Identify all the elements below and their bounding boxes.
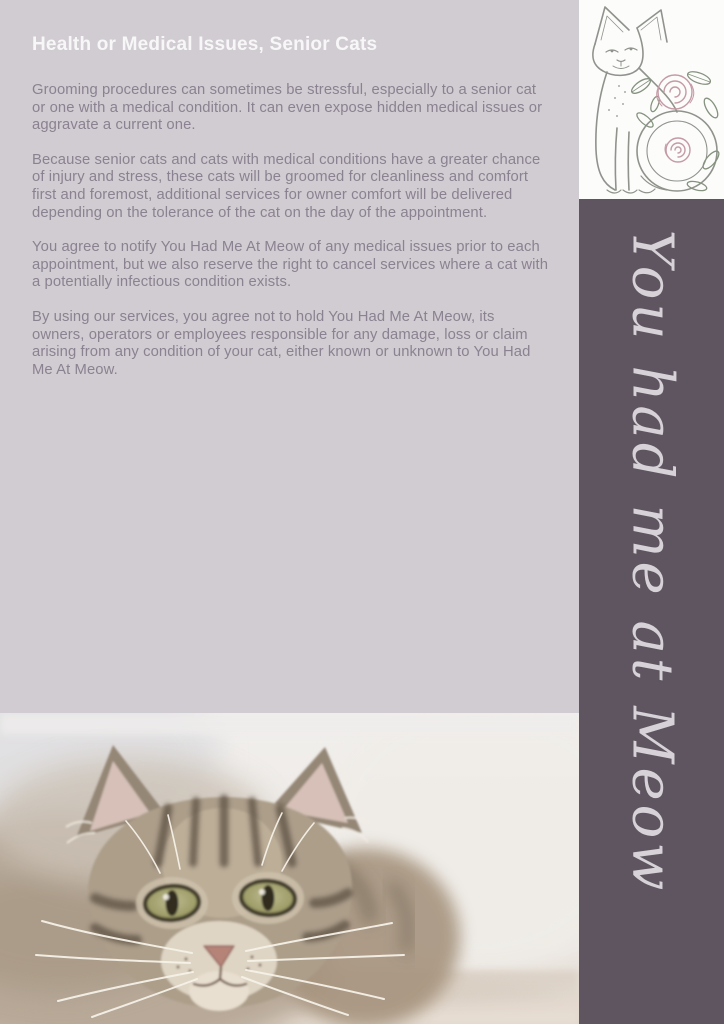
paragraph-notify-medical: You agree to notify You Had Me At Meow of any medical issues prior to each appointment, but we also reserve the right to cancel services where a cat with a potentially infectious condition exists. xyxy=(32,239,549,291)
tabby-cat-photo-image xyxy=(0,713,579,1024)
page-title: Health or Medical Issues, Senior Cats xyxy=(32,34,378,55)
paragraph-liability: By using our services, you agree not to hold You Had Me At Meow, its owners, operators or employees responsible for any damage, loss or claim arising from any condition of your cat, either known or unknown to You Had Me At Meow. xyxy=(32,308,531,378)
tabby-cat-photo xyxy=(0,713,579,1024)
logo-box xyxy=(579,0,724,199)
brand-script-text: You had me at Meow xyxy=(619,229,684,895)
paragraph-senior-cats-policy: Because senior cats and cats with medical conditions have a greater chance of injury and stress, these cats will be groomed for cleanliness and comfort first and foremost, additional services for owner comfort will be delivered depending on the tolerance of the cat on the day of the appointment. xyxy=(32,151,541,221)
sphynx-cat-roses-illustration-icon xyxy=(579,0,724,199)
content-column xyxy=(32,34,549,396)
paragraph-grooming-stress: Grooming procedures can sometimes be stressful, especially to a senior cat or one with a medical condition. It can even expose hidden medical issues or aggravate a current one. xyxy=(32,82,543,134)
